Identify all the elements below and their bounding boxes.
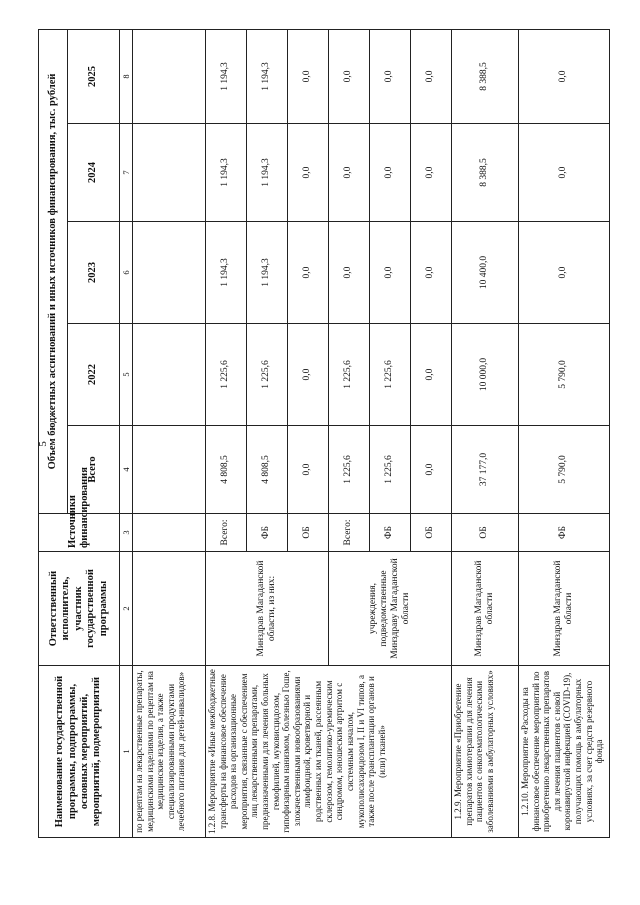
header-year-2024: 2024	[68, 124, 120, 222]
year-cell: 0,0	[288, 29, 329, 123]
year-cell: 0,0	[519, 124, 610, 222]
total-cell: 5 790,0	[519, 426, 610, 514]
source-cell: ОБ	[411, 514, 452, 552]
total-cell: 37 177,0	[452, 426, 519, 514]
year-cell: 10 400,0	[452, 222, 519, 324]
year-cell: 0,0	[288, 324, 329, 426]
year-cell: 1 194,3	[247, 222, 288, 324]
year-cell: 1 194,3	[206, 29, 247, 123]
source-cell: ФБ	[519, 514, 610, 552]
year-cell: 1 194,3	[206, 124, 247, 222]
column-number: 6	[120, 222, 133, 324]
year-cell: 0,0	[288, 222, 329, 324]
year-cell: 0,0	[519, 222, 610, 324]
year-cell: 1 194,3	[247, 124, 288, 222]
year-cell: 0,0	[519, 29, 610, 123]
year-cell: 1 225,6	[247, 324, 288, 426]
table-row	[206, 29, 247, 837]
header-year-2022: 2022	[68, 324, 120, 426]
header-year-2025: 2025	[68, 29, 120, 123]
year-cell: 8 388,5	[452, 29, 519, 123]
source-cell: Всего:	[329, 514, 370, 552]
m128-executor-institutions: учреждения, подведомственные Минздраву Магаданской области	[329, 552, 452, 666]
funding-table-sheet	[38, 30, 605, 838]
table-row	[452, 29, 519, 837]
year-cell: 0,0	[411, 222, 452, 324]
header-row-1	[39, 29, 68, 837]
source-cell: Всего:	[206, 514, 247, 552]
total-cell: 4 808,5	[206, 426, 247, 514]
total-cell: 0,0	[411, 426, 452, 514]
year-cell: 0,0	[288, 124, 329, 222]
header-year-2023: 2023	[68, 222, 120, 324]
year-cell: 0,0	[370, 29, 411, 123]
source-cell: ФБ	[247, 514, 288, 552]
year-cell: 8 388,5	[452, 124, 519, 222]
continuation-row	[133, 29, 206, 837]
column-number: 7	[120, 124, 133, 222]
table-row	[519, 29, 610, 837]
m128-executor-ministry: Минздрав Магаданской области, из них:	[206, 552, 329, 666]
header-funding-group: Объем бюджетных ассигнований и иных источников финансирования, тыс. рублей	[39, 29, 68, 513]
header-name: Наименование государственной программы, подпрограммы, основных мероприятий, мероприятий, подмероприятий	[39, 666, 120, 838]
column-number: 5	[120, 324, 133, 426]
m1210-name: 1.2.10. Мероприятие «Расходы на финансовое обеспечение мероприятий по приобретению лекарственных препаратов для лечения пациентов с новой коронавирусной инфекцией (COVID-19), получающих помощь в амбулаторных условиях, за счет средств резервного фонда	[519, 666, 610, 838]
year-cell: 0,0	[329, 222, 370, 324]
year-cell: 0,0	[411, 29, 452, 123]
page-number: 5	[36, 441, 49, 447]
source-cell: ФБ	[370, 514, 411, 552]
m1210-executor: Минздрав Магаданской области	[519, 552, 610, 666]
year-cell: 0,0	[411, 124, 452, 222]
year-cell: 0,0	[370, 222, 411, 324]
column-number: 8	[120, 29, 133, 123]
column-number: 2	[120, 552, 133, 666]
year-cell: 10 000,0	[452, 324, 519, 426]
year-cell: 0,0	[329, 29, 370, 123]
total-cell: 4 808,5	[247, 426, 288, 514]
header-source: Источники финансирования	[39, 514, 120, 552]
year-cell: 1 225,6	[329, 324, 370, 426]
year-cell: 0,0	[411, 324, 452, 426]
total-cell: 1 225,6	[370, 426, 411, 514]
year-cell: 0,0	[370, 124, 411, 222]
source-cell: ОБ	[288, 514, 329, 552]
year-cell: 1 194,3	[206, 222, 247, 324]
year-cell: 0,0	[329, 124, 370, 222]
year-cell: 1 225,6	[206, 324, 247, 426]
column-number: 3	[120, 514, 133, 552]
source-cell: ОБ	[452, 514, 519, 552]
m128-name: 1.2.8. Мероприятие «Иные межбюджетные трансферты на финансовое обеспечение расходов на организационные мероприятия, связанные с обеспечением лиц лекарственными препаратами, предназначенными для лечения больных гемофилией, муковисцидозом, гипофизарным нанизмом, болезнью Гоше, злокачественными новообразованиями лимфоидной, кроветворной и родственных им тканей, рассеянным склерозом, гемолитико-уремическим синдромом, юношеским артритом с системным началом, мукополисахаридозом I, II и VI типов, а также после трансплантации органов и (или) тканей»	[206, 666, 452, 838]
year-cell: 5 790,0	[519, 324, 610, 426]
column-number-row	[120, 29, 133, 837]
year-cell: 1 194,3	[247, 29, 288, 123]
m129-name: 1.2.9. Мероприятие «Приобретение препаратов химиотерапии для лечения пациентов с онкогематологическими заболеваниями в амбулаторных условиях»	[452, 666, 519, 838]
continuation-name: по рецептам на лекарственные препараты, медицинскими изделиями по рецептам на медицинские изделия, а также специализированными продуктами лечебного питания для детей-инвалидов»	[133, 666, 206, 838]
total-cell: 0,0	[288, 426, 329, 514]
m129-executor: Минздрав Магаданской области	[452, 552, 519, 666]
header-total: Всего	[68, 426, 120, 514]
year-cell: 1 225,6	[370, 324, 411, 426]
header-executor: Ответственный исполнитель, участник государственной программы	[39, 552, 120, 666]
funding-table	[38, 29, 610, 838]
column-number: 4	[120, 426, 133, 514]
column-number: 1	[120, 666, 133, 838]
total-cell: 1 225,6	[329, 426, 370, 514]
